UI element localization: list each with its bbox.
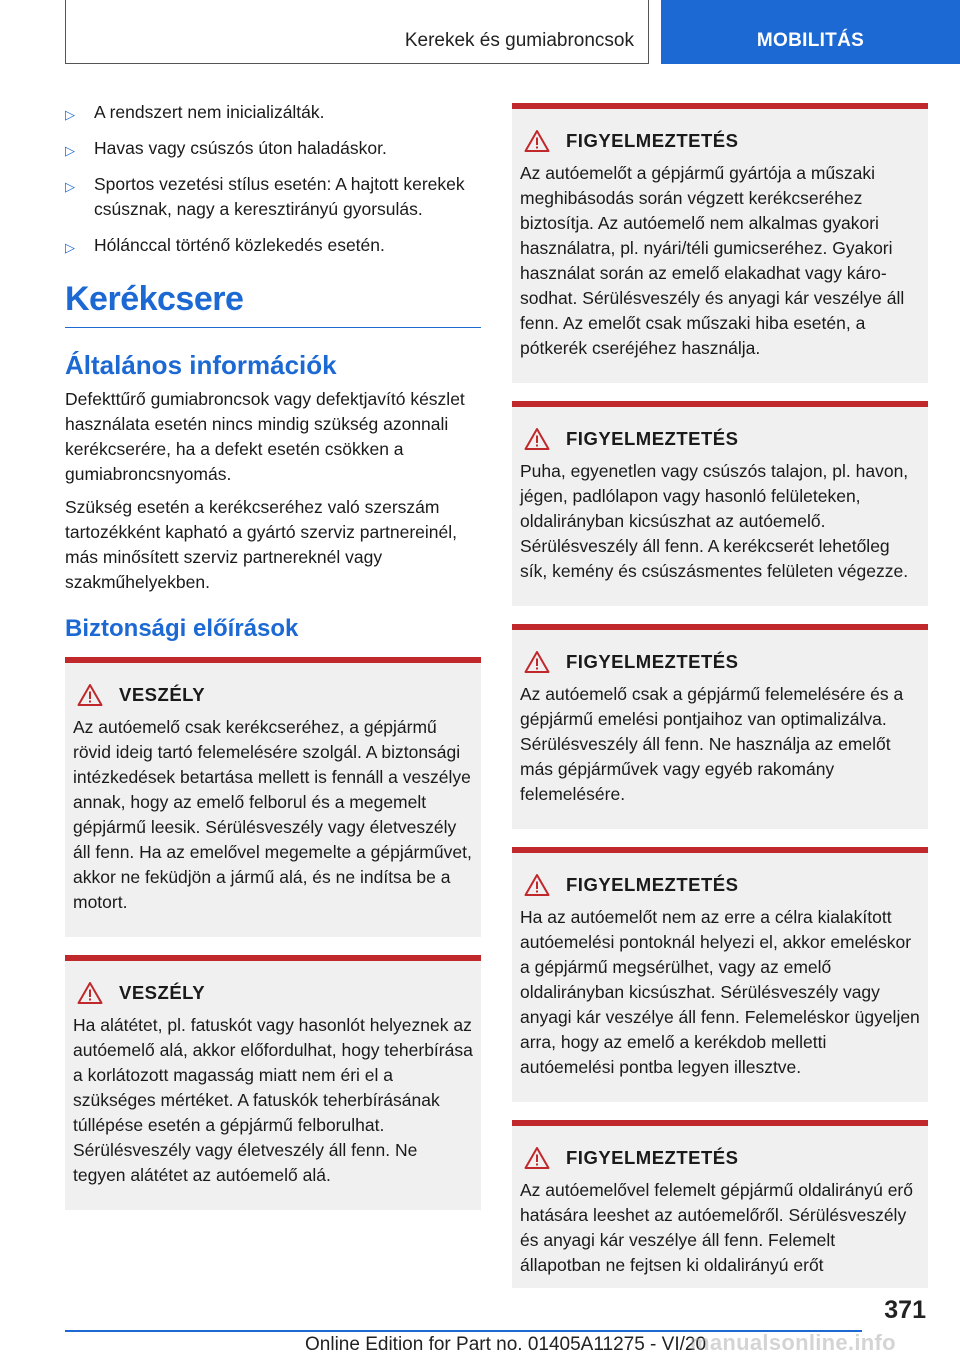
- warning-label: FIGYELMEZTETÉS: [566, 874, 739, 895]
- paragraph: Defekttűrő gumiabroncsok vagy defektjavító készlet használata esetén nincs mindig szükség azonnali kerékcserére, ha a defekt esetén csökken a gumiabroncsnyomás.: [65, 389, 465, 484]
- warning-text: Az autóemelőt a gépjármű gyártója a műszaki meghibásodás során végzett kerékcseréhez biztosítja. Az autóemelő nem alkalmas gyakori használatra, pl. nyári/téli gumicseréhez. Gyakori használat során az emelő elakadhat vagy károsodhat. Sérülésveszély és anyagi kár veszélye áll fenn. Az emelőt csak műszaki hiba esetén, a pótkerék cseréjéhez használja.: [520, 163, 905, 358]
- warning-label: VESZÉLY: [119, 982, 206, 1003]
- caution-box: [512, 1120, 928, 1288]
- chapter-title-box: [65, 0, 649, 64]
- warning-header: [520, 650, 920, 674]
- safety-heading: Biztonsági előírások: [65, 615, 299, 642]
- list-item: ▷ Havas vagy csúszós úton haladáskor.: [65, 136, 481, 161]
- paragraph: Szükség esetén a kerékcseréhez való szerszám tartozékként kapható a gyártó szerviz partnereinél, más minősített szerviz partnereknél vagy szakműhelyekben.: [65, 497, 458, 592]
- triangle-right-icon: ▷: [65, 143, 75, 158]
- warning-label: FIGYELMEZTETÉS: [566, 428, 739, 449]
- chapter-title: Kerekek és gumiabroncsok: [404, 30, 634, 51]
- warning-header: [520, 873, 920, 897]
- triangle-right-icon: ▷: [65, 179, 75, 194]
- subsection-heading: Általános információk: [65, 350, 337, 380]
- left-column: [65, 100, 481, 1228]
- section-heading: Kerékcsere: [65, 280, 481, 328]
- warning-text: Az autóemelő csak a gépjármű felemelésére és a gépjármű emelési pontjaihoz van optimalizálva. Sérülésveszély áll fenn. Ne használja az emelőt más gépjárművek vagy egyéb rakomány felemelésére.: [520, 684, 904, 804]
- condition-list: [65, 100, 481, 258]
- warning-triangle-icon: [524, 427, 550, 451]
- warning-triangle-icon: [524, 650, 550, 674]
- danger-box: [65, 657, 481, 937]
- right-column: [512, 103, 928, 1288]
- warning-triangle-icon: [77, 683, 103, 707]
- warning-text: Az autóemelő csak kerékcseréhez, a gépjármű rövid ideig tartó felemelésére szolgál. A biztonsági intézkedések betartása mellett is fennáll a veszélye annak, hogy az emelő felborul és a megemelt gépjármű leesik. Sérülésveszély vagy életveszély áll fenn. Ha az emelővel megemelte a gépjárművet, akkor ne feküdjön a jármű alá, és ne indítsa be a motort.: [73, 717, 472, 912]
- caution-box: [512, 103, 928, 383]
- warning-triangle-icon: [524, 873, 550, 897]
- triangle-right-icon: ▷: [65, 240, 75, 255]
- caution-box: [512, 624, 928, 829]
- warning-triangle-icon: [77, 981, 103, 1005]
- page-header: [0, 0, 960, 66]
- caution-box: [512, 847, 928, 1102]
- warning-label: FIGYELMEZTETÉS: [566, 1147, 739, 1168]
- page-number: 371: [884, 1296, 926, 1324]
- warning-text: Puha, egyenetlen vagy csúszós talajon, pl. havon, jégen, padlólapon vagy hasonló felületeken, oldalirányban kicsúszhat az autóemelő. Sérülésveszély áll fenn. A kerékcserét lehetőleg sík, kemény és csúszásmentes felületen végezze.: [520, 461, 909, 581]
- triangle-right-icon: ▷: [65, 107, 75, 122]
- caution-box: [512, 401, 928, 606]
- edition-text: Online Edition for Part no. 01405A11275 - VI/20: [305, 1334, 707, 1355]
- danger-box: [65, 955, 481, 1210]
- warning-text: Az autóemelővel felemelt gépjármű oldalirányú erő hatására leeshet az autóemelőről. Sérülésveszély és anyagi kár veszélye áll fenn. Felemelt állapotban ne fejtsen ki oldalirányú erőt: [520, 1180, 913, 1275]
- warning-label: FIGYELMEZTETÉS: [566, 130, 739, 151]
- warning-header: [73, 683, 473, 707]
- warning-header: [73, 981, 473, 1005]
- page-footer: [0, 1290, 960, 1362]
- warning-triangle-icon: [524, 1146, 550, 1170]
- warning-triangle-icon: [524, 129, 550, 153]
- section-tab: [661, 0, 960, 64]
- warning-header: [520, 1146, 920, 1170]
- warning-text: Ha az autóemelőt nem az erre a célra kialakított autóemelési pontoknál helyezi el, akkor emeléskor a gépjármű megsérülhet, vagy az emelő oldalirányban kicsúszhat. Sérülésveszély vagy anyagi kár veszélye áll fenn. Felemeléskor ügyeljen arra, hogy az emelő a kerékdob melletti autóemelési pontba legyen illesztve.: [520, 907, 920, 1077]
- watermark: manualsonline.info: [690, 1330, 896, 1355]
- list-item: ▷ Hólánccal történő közlekedés esetén.: [65, 233, 481, 258]
- warning-header: [520, 427, 920, 451]
- list-item: ▷ A rendszert nem inicializálták.: [65, 100, 481, 125]
- warning-label: VESZÉLY: [119, 684, 206, 705]
- section-label: MOBILITÁS: [756, 30, 865, 51]
- warning-text: Ha alátétet, pl. fatuskót vagy hasonlót helyeznek az autóemelő alá, akkor előfordulhat, hogy teherbírása a korlátozott magasság miatt nem éri el a szükséges mértéket. A fatuskók teherbírásának túllépése esetén a gépjármű felborulhat. Sérülésveszély vagy életveszély áll fenn. Ne tegyen alátétet az autóemelő alá.: [73, 1015, 473, 1185]
- list-item: ▷ Sportos vezetési stílus esetén: A hajtott kerekek csúsznak, nagy a keresztirányú gyorsulás.: [65, 174, 465, 219]
- warning-label: FIGYELMEZTETÉS: [566, 651, 739, 672]
- warning-header: [520, 129, 920, 153]
